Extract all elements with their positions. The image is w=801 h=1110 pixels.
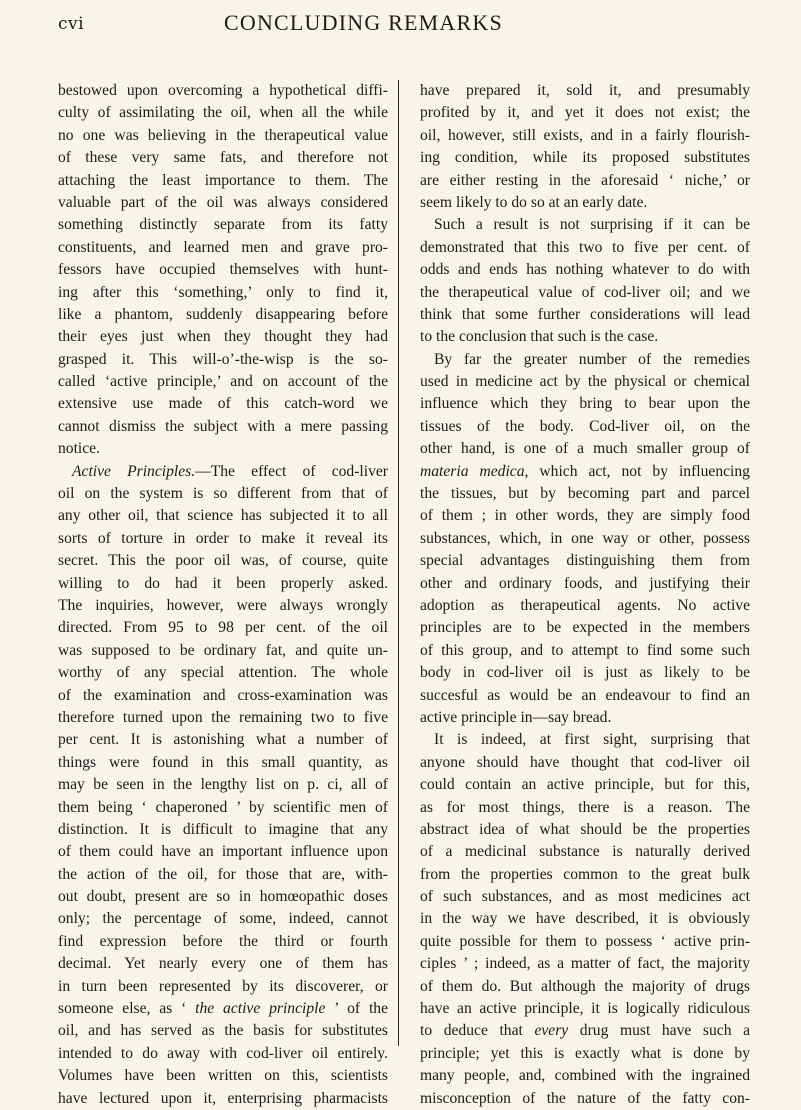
text-line: have an active principle, it is logically ridiculous bbox=[420, 1000, 750, 1018]
column-rule bbox=[398, 80, 399, 1046]
text-line: decimal. Yet nearly every one of them has bbox=[58, 955, 388, 973]
text-line: in the way we have described, it is obviously bbox=[420, 910, 750, 928]
text-line: bestowed upon overcoming a hypothetical diffi- bbox=[58, 82, 388, 99]
text-line: culty of assimilating the oil, when all the while bbox=[58, 104, 388, 122]
text-line: Volumes have been written on this, scientists bbox=[58, 1067, 388, 1085]
text-line: of these very same fats, and therefore not bbox=[58, 149, 388, 167]
text-line: ing after this ‘something,’ only to find it, bbox=[58, 283, 388, 301]
text-line: the action of the oil, for those that are, with- bbox=[58, 865, 388, 883]
left-column bbox=[58, 80, 388, 1110]
text-line: valuable part of the oil was always considered bbox=[58, 193, 388, 211]
text-line: demonstrated that this two to five per cent. of bbox=[420, 238, 750, 256]
text-line: find expression before the third or fourth bbox=[58, 932, 388, 950]
text-line: of such substances, and as most medicines act bbox=[420, 888, 750, 906]
text-line: anyone should have thought that cod-liver oil bbox=[420, 753, 750, 771]
text-line: of the examination and cross-examination was bbox=[58, 686, 388, 704]
text-line: ciples ’ ; indeed, as a matter of fact, the majority bbox=[420, 955, 750, 973]
text-line: oil on the system is so different from that of bbox=[58, 485, 388, 503]
running-head: CONCLUDING REMARKS bbox=[224, 10, 503, 35]
text-line: Such a result is not surprising if it can be bbox=[434, 216, 750, 234]
text-line: could contain an active principle, but for this, bbox=[420, 776, 750, 794]
text-line: odds and ends has nothing whatever to do with bbox=[420, 261, 750, 279]
text-line: fessors have occupied themselves with hunt- bbox=[58, 261, 388, 279]
text-line: attaching the least importance to them. The bbox=[58, 171, 388, 189]
text-line: willing to do had it been properly asked. bbox=[58, 574, 388, 592]
text-line: adoption as therapeutical agents. No active bbox=[420, 596, 750, 614]
text-line: abstract idea of what should be the properties bbox=[420, 820, 750, 838]
text-line: from the properties common to the great bulk bbox=[420, 865, 750, 883]
text-line: like a phantom, suddenly disappearing before bbox=[58, 305, 388, 323]
text-line: directed. From 95 to 98 per cent. of the oil bbox=[58, 619, 388, 637]
text-line: oil, however, still exists, and in a fairly flourish- bbox=[420, 126, 750, 144]
text-line: as for most things, there is a reason. The bbox=[420, 798, 750, 816]
text-line: to deduce that every drug must have such a bbox=[420, 1022, 750, 1040]
text-line: of this group, and to attempt to find some such bbox=[420, 641, 750, 659]
text-line: notice. bbox=[58, 440, 100, 458]
text-line: the tissues, but by becoming part and parcel bbox=[420, 485, 750, 503]
text-line: used in medicine act by the physical or chemical bbox=[420, 373, 750, 391]
text-line: substances, which, in one way or other, possess bbox=[420, 529, 750, 547]
text-line: was supposed to be ordinary fat, and quite un- bbox=[58, 641, 388, 659]
text-line: special advantages distinguishing them from bbox=[420, 552, 750, 570]
text-line: of them ; in other words, they are simply food bbox=[420, 507, 750, 525]
text-line: It is indeed, at first sight, surprising that bbox=[434, 731, 750, 749]
text-line: constituents, and learned men and grave pro- bbox=[58, 238, 388, 256]
text-line: in turn been represented by its discoverer, or bbox=[58, 977, 388, 995]
text-line: profited by it, and yet it does not exist; the bbox=[420, 104, 750, 122]
text-line: them being ‘ chaperoned ’ by scientific men of bbox=[58, 798, 388, 816]
text-line: cannot dismiss the subject with a mere passing bbox=[58, 417, 388, 435]
right-column bbox=[420, 80, 750, 1110]
text-line: someone else, as ‘ the active principle ’ of the bbox=[58, 1000, 388, 1018]
page-header bbox=[0, 10, 801, 40]
text-line: worthy of any special attention. The whole bbox=[58, 664, 388, 682]
text-line: secret. This the poor oil was, of course, quite bbox=[58, 552, 388, 570]
text-line: no one was believing in the therapeutical value bbox=[58, 126, 388, 144]
text-line: therefore turned upon the remaining two to five bbox=[58, 708, 388, 726]
text-line: grasped it. This will-o’-the-wisp is the so- bbox=[58, 350, 388, 368]
text-line: The inquiries, however, were always wrongly bbox=[58, 596, 388, 614]
text-line: active principle in—say bread. bbox=[420, 708, 612, 726]
text-line: of them could have an important influence upon bbox=[58, 843, 388, 861]
text-line: of them do. But although the majority of drugs bbox=[420, 977, 750, 995]
text-line: misconception of the nature of the fatty con- bbox=[420, 1089, 750, 1107]
text-line: intended to do away with cod-liver oil entirely. bbox=[58, 1044, 388, 1062]
text-line: By far the greater number of the remedies bbox=[434, 350, 750, 368]
text-line: to the conclusion that such is the case. bbox=[420, 328, 659, 346]
text-line: sorts of torture in order to make it reveal its bbox=[58, 529, 388, 547]
text-line: ing condition, while its proposed substitutes bbox=[420, 149, 750, 167]
text-line: things were found in this small quantity, as bbox=[58, 753, 388, 771]
text-line: many people, and, combined with the ingrained bbox=[420, 1067, 750, 1085]
text-line: the therapeutical value of cod-liver oil; and we bbox=[420, 283, 750, 301]
text-line: have lectured upon it, enterprising pharmacists bbox=[58, 1089, 388, 1107]
text-line: any other oil, that science has subjected it to all bbox=[58, 507, 388, 525]
text-line: distinction. It is difficult to imagine that any bbox=[58, 820, 388, 838]
text-line: have prepared it, sold it, and presumably bbox=[420, 82, 750, 99]
text-line: of a medicinal substance is naturally derived bbox=[420, 843, 750, 861]
text-line: influence which they bring to bear upon the bbox=[420, 395, 750, 413]
text-line: tissues of the body. Cod-liver oil, on the bbox=[420, 417, 750, 435]
text-line: something distinctly separate from its fatty bbox=[58, 216, 388, 234]
text-line: per cent. It is astonishing what a number of bbox=[58, 731, 388, 749]
text-line: Active Principles.—The effect of cod-liver bbox=[72, 462, 388, 480]
text-line: called ‘active principle,’ and on account of the bbox=[58, 373, 388, 391]
text-line: other and ordinary foods, and justifying their bbox=[420, 574, 750, 592]
text-line: oil, and has served as the basis for substitutes bbox=[58, 1022, 388, 1040]
text-line: their eyes just when they thought they had bbox=[58, 328, 388, 346]
text-line: body in cod-liver oil is just as likely to be bbox=[420, 664, 750, 682]
text-line: only; the percentage of some, indeed, cannot bbox=[58, 910, 388, 928]
text-line: succesful as would be an endeavour to find an bbox=[420, 686, 750, 704]
text-line: think that some further considerations will lead bbox=[420, 305, 750, 323]
text-line: materia medica, which act, not by influencing bbox=[420, 462, 750, 480]
text-line: are either resting in the aforesaid ‘ niche,’ or bbox=[420, 171, 750, 189]
text-line: extensive use made of this catch-word we bbox=[58, 395, 388, 413]
text-line: principles are to be expected in the members bbox=[420, 619, 750, 637]
text-line: out doubt, present are so in homœopathic doses bbox=[58, 888, 388, 906]
text-line: principle; yet this is exactly what is done by bbox=[420, 1044, 750, 1062]
text-line: may be seen in the lengthy list on p. ci, all of bbox=[58, 776, 388, 794]
text-line: other hand, is one of a much smaller group of bbox=[420, 440, 750, 458]
text-line: quite possible for them to possess ‘ active prin- bbox=[420, 932, 750, 950]
page-number: cvi bbox=[58, 14, 85, 34]
text-line: seem likely to do so at an early date. bbox=[420, 193, 648, 211]
